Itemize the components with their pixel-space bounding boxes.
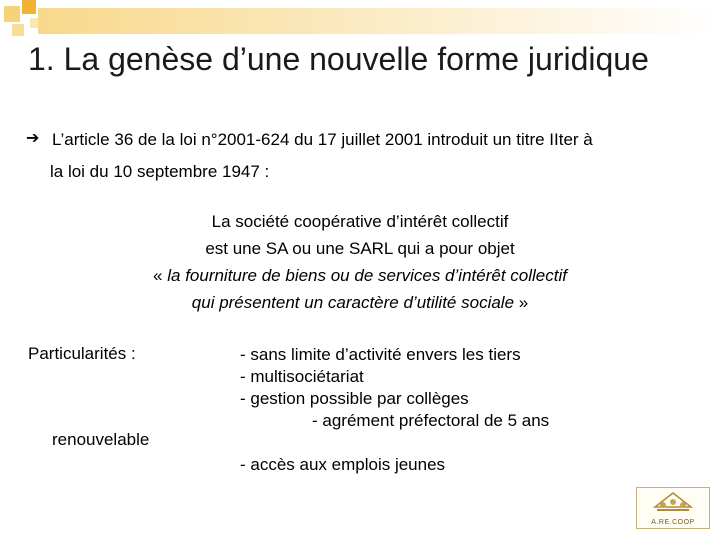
- quote-close: »: [514, 293, 529, 312]
- decor-square: [12, 24, 24, 36]
- title-bar-gradient: [38, 8, 718, 34]
- particularites-label: Particularités :: [28, 344, 136, 363]
- list-item: - gestion possible par collèges: [240, 389, 469, 408]
- decor-square: [4, 6, 20, 22]
- decor-square: [22, 0, 36, 14]
- renouvelable-text: renouvelable: [52, 430, 150, 449]
- quote-open: «: [153, 266, 168, 285]
- definition-block: [60, 208, 660, 316]
- bullet-line-1: L’article 36 de la loi n°2001-624 du 17 juillet 2001 introduit un titre IIter à: [52, 130, 593, 149]
- logo-text: A.RE.COOP: [651, 519, 695, 526]
- slide-title: 1. La genèse d’une nouvelle forme juridique: [28, 41, 649, 77]
- bullet-line-2: la loi du 10 septembre 1947 :: [50, 162, 270, 181]
- list-item: - multisociétariat: [240, 367, 364, 386]
- definition-line-2: est une SA ou une SARL qui a pour objet: [205, 239, 515, 258]
- particularites-list: [240, 344, 549, 476]
- list-item: - accès aux emplois jeunes: [240, 455, 446, 474]
- right-arrow-icon: ➔: [26, 130, 40, 147]
- bullet-paragraph: [52, 124, 712, 188]
- logo-emblem-icon: [651, 491, 695, 517]
- definition-line-1: La société coopérative d’intérêt collectif: [211, 212, 509, 231]
- definition-line-4: [60, 289, 660, 316]
- list-item: - sans limite d’activité envers les tiers: [240, 345, 521, 364]
- definition-line-3: [60, 262, 660, 289]
- definition-italic-2: qui présentent un caractère d’utilité sociale: [191, 293, 515, 312]
- arecoop-logo: [636, 487, 710, 529]
- definition-italic-1: la fourniture de biens ou de services d’intérêt collectif: [167, 266, 567, 285]
- list-item: - agrément préfectoral de 5 ans: [312, 411, 550, 430]
